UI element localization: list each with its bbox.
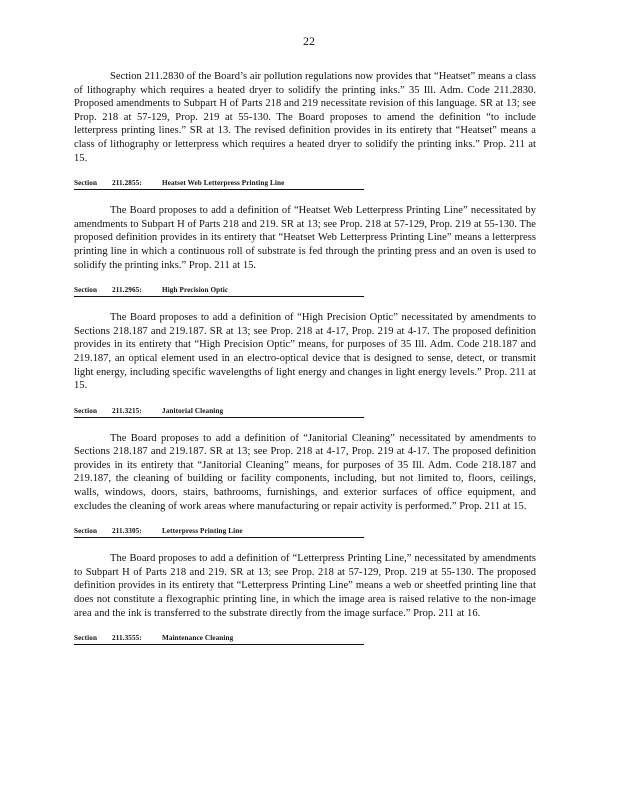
section-title: Maintenance Cleaning <box>162 634 234 643</box>
paragraph-heatset-current: Section 211.2830 of the Board’s air pollution regulations now provides that “Heatset” means a class of lithography which requires a heated dryer to solidify the printing inks.” 35 Ill. Adm. Code 211.2830. Proposed amendments to Subpart H of Parts 218 and 219 necessitate revision of this language. SR at 13; see Prop. 218 at 57-129, Prop. 219 at 55-130. The Board proposes to amend the definition “to include letterpress printing lines.” SR at 13. The revised definition provides in its entirety that “Heatset” means a class of lithography or letterpress which requires a heated dryer to solidify the printing inks.” Prop. 211 at 15. <box>74 71 536 164</box>
section-label: Section <box>74 406 98 415</box>
section-title: Letterpress Printing Line <box>162 527 243 536</box>
section-heading-211-2965 <box>74 286 364 297</box>
paragraph-janitorial-cleaning: The Board proposes to add a definition of “Janitorial Cleaning” necessitated by amendments to Sections 218.187 and 219.187. SR at 13; see Prop. 218 at 4-17, Prop. 219 at 4-17. The proposed definition provides in its entirety that “Janitorial Cleaning” means, for purposes of 35 Ill. Adm. Code 218.187 and 219.187, the cleaning of building or facility components, including, but not limited to, floors, ceilings, walls, windows, doors, stairs, bathrooms, furnishings, and exterior surfaces of office equipment, and excludes the cleaning of work areas where manufacturing or repair activity is performed.” Prop. 211 at 15. <box>74 432 536 512</box>
section-number: 211.2855: <box>112 179 142 188</box>
section-number: 211.3305: <box>112 527 142 536</box>
section-heading-211-3305 <box>74 527 364 538</box>
section-heading-211-3555 <box>74 634 364 645</box>
paragraph-letterpress-printing-line: The Board proposes to add a definition of “Letterpress Printing Line,” necessitated by amendments to Subpart H of Parts 218 and 219. SR at 13; see Prop. 218 at 57-129, Prop. 219 at 55-130. The proposed definition provides in its entirety that “Letterpress Printing Line” means a web or sheetfed printing line that does not constitute a flexographic printing line, in which the image area is raised relative to the non-image area and the ink is transferred to the substrate directly from the image surface.” Prop. 211 at 16. <box>74 553 536 619</box>
section-title: Heatset Web Letterpress Printing Line <box>162 179 285 188</box>
section-title: Janitorial Cleaning <box>162 406 224 415</box>
paragraph-high-precision-optic: The Board proposes to add a definition of “High Precision Optic” necessitated by amendments to Sections 218.187 and 219.187. SR at 13; see Prop. 218 at 4-17, Prop. 219 at 4-17. The proposed definition provides in its entirety that “High Precision Optic” means, for purposes of 35 Ill. Adm. Code 218.187 and 219.187, an optical element used in an electro-optical device that is designed to sense, detect, or transmit light energy, including specific wavelengths of light energy and changes in light energy levels.” Prop. 211 at 15. <box>74 312 536 392</box>
section-heading-211-3215 <box>74 407 364 418</box>
section-label: Section <box>74 634 98 643</box>
section-label: Section <box>74 179 98 188</box>
section-number: 211.3215: <box>112 406 142 415</box>
document-body <box>74 70 536 659</box>
section-number: 211.3555: <box>112 634 142 643</box>
section-title: High Precision Optic <box>162 286 229 295</box>
section-heading-211-2855 <box>74 179 364 190</box>
paragraph-heatset-web-letterpress: The Board proposes to add a definition of “Heatset Web Letterpress Printing Line” necessitated by amendments to Subpart H of Parts 218 and 219. SR at 13; see Prop. 218 at 57-129, Prop. 219 at 55-130. The proposed definition provides in its entirety that “Heatset Web Letterpress Printing Line” means a letterpress printing line in which a continuous roll of substrate is fed through the printing press and an oven is used to solidify the printing inks.” Prop. 211 at 15. <box>74 205 536 271</box>
section-label: Section <box>74 286 98 295</box>
page-number: 22 <box>303 34 315 48</box>
section-label: Section <box>74 527 98 536</box>
section-number: 211.2965: <box>112 286 142 295</box>
